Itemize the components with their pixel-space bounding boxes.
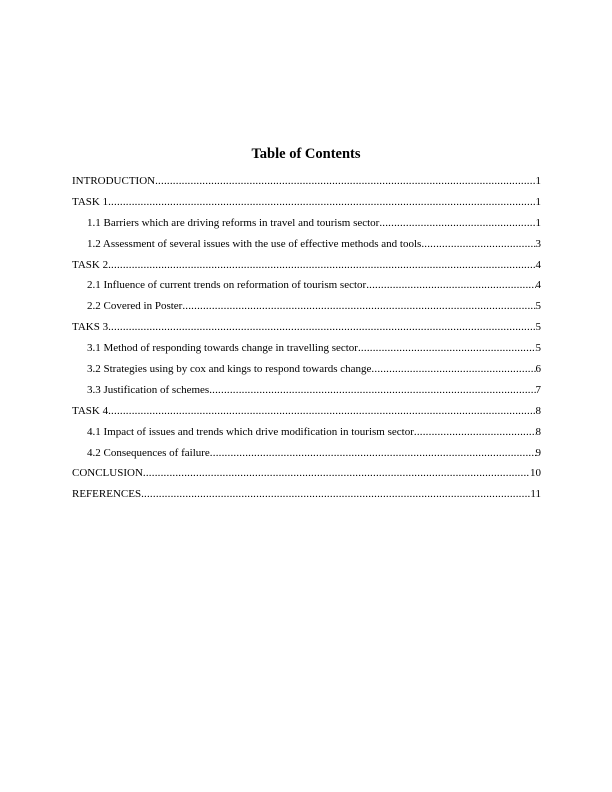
toc-entry[interactable] — [72, 384, 541, 405]
toc-entry[interactable] — [72, 467, 541, 488]
toc-entry[interactable] — [72, 447, 541, 468]
toc-entry-page: 7 — [535, 383, 541, 396]
toc-entry-page: 4 — [535, 258, 541, 271]
toc-entry-label: TAKS 3 — [72, 321, 109, 334]
toc-entry-label: 2.2 Covered in Poster — [87, 300, 183, 313]
dot-leader — [143, 467, 530, 479]
toc-title: Table of Contents — [251, 146, 361, 162]
dot-leader — [371, 363, 535, 375]
toc-entry-label: TASK 1 — [72, 195, 109, 208]
toc-entry-label: CONCLUSION — [72, 467, 143, 480]
toc-entry-page: 8 — [535, 425, 541, 438]
dot-leader — [108, 321, 535, 333]
toc-entry-label: 3.2 Strategies using by cox and kings to respond towards change — [87, 363, 372, 376]
toc-entry[interactable] — [72, 300, 541, 321]
toc-entry[interactable] — [72, 279, 541, 300]
toc-entry-label: 2.1 Influence of current trends on reformation of tourism sector — [87, 279, 367, 292]
toc-entry[interactable] — [72, 405, 541, 426]
toc-entry-label: TASK 4 — [72, 404, 109, 417]
dot-leader — [108, 259, 535, 271]
toc-entry-label: 1.2 Assessment of several issues with the use of effective methods and tools — [87, 237, 422, 250]
toc-entry-label: INTRODUCTION — [72, 175, 156, 187]
toc-entry-page: 1 — [535, 195, 541, 208]
toc-entry-page: 1 — [535, 216, 541, 229]
toc-entry-page: 5 — [535, 321, 541, 334]
table-of-contents — [72, 175, 541, 509]
toc-entry[interactable] — [72, 217, 541, 238]
toc-entry[interactable] — [72, 363, 541, 384]
toc-entry-label: 1.1 Barriers which are driving reforms in travel and tourism sector — [87, 216, 380, 229]
toc-entry-page: 11 — [530, 488, 541, 501]
dot-leader — [366, 279, 535, 291]
dot-leader — [155, 175, 535, 187]
toc-entry-page: 10 — [530, 467, 541, 480]
dot-leader — [108, 405, 535, 417]
dot-leader — [414, 426, 536, 438]
toc-entry[interactable] — [72, 175, 541, 196]
toc-entry-label: 4.1 Impact of issues and trends which drive modification in tourism sector — [87, 425, 414, 438]
toc-entry-page: 1 — [535, 175, 541, 187]
dot-leader — [209, 384, 535, 396]
dot-leader — [421, 238, 535, 250]
dot-leader — [182, 300, 535, 312]
dot-leader — [141, 488, 530, 500]
toc-entry-label: TASK 2 — [72, 258, 109, 271]
dot-leader — [358, 342, 536, 354]
toc-entry[interactable] — [72, 196, 541, 217]
toc-entry-label: 4.2 Consequences of failure — [87, 446, 210, 459]
toc-entry-page: 6 — [535, 363, 541, 376]
toc-entry-page: 3 — [535, 237, 541, 250]
toc-entry-page: 5 — [535, 300, 541, 313]
toc-entry-label: 3.3 Justification of schemes — [87, 383, 210, 396]
toc-entry-page: 8 — [535, 404, 541, 417]
toc-entry-label: REFERENCES — [72, 488, 142, 501]
toc-entry-page: 5 — [535, 342, 541, 355]
toc-entry[interactable] — [72, 321, 541, 342]
toc-entry-label: 3.1 Method of responding towards change in travelling sector — [87, 342, 358, 355]
dot-leader — [379, 217, 535, 229]
toc-entry[interactable] — [72, 259, 541, 280]
toc-entry[interactable] — [72, 426, 541, 447]
toc-entry[interactable] — [72, 238, 541, 259]
toc-entry[interactable] — [72, 342, 541, 363]
dot-leader — [210, 447, 536, 459]
dot-leader — [108, 196, 535, 208]
toc-entry[interactable] — [72, 488, 541, 509]
toc-entry-page: 9 — [535, 446, 541, 459]
toc-entry-page: 4 — [535, 279, 541, 292]
